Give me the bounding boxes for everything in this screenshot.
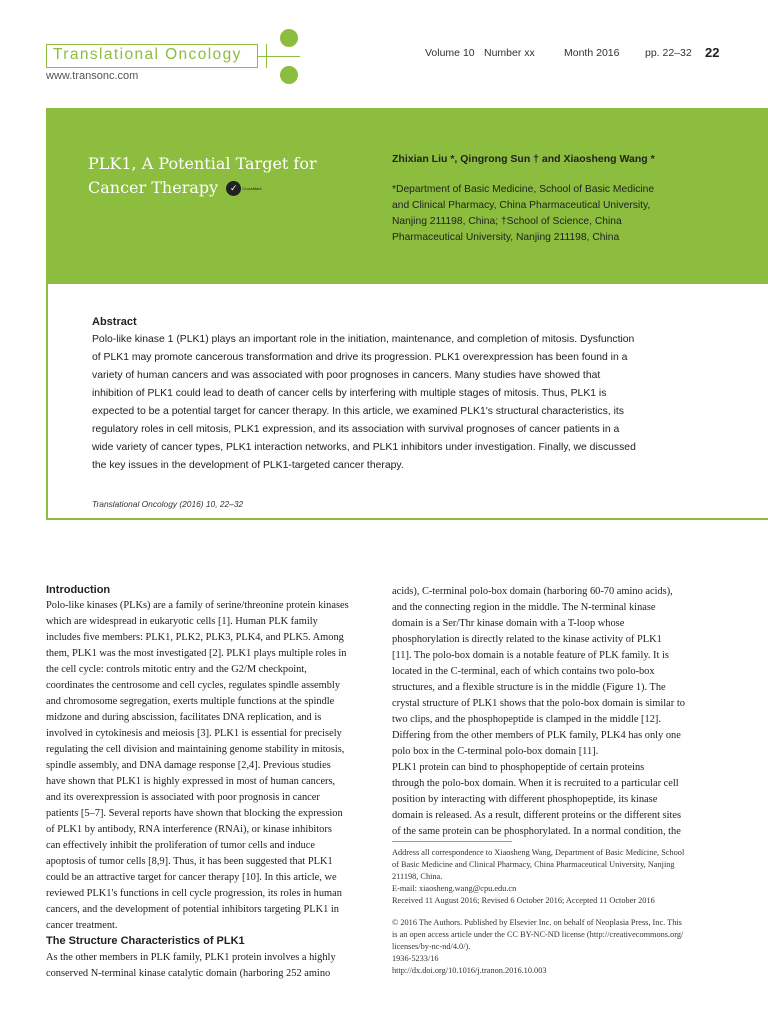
body-line: apoptosis of tumor cells [8,9]. Thus, it has been suggested that PLK1: [46, 856, 333, 867]
issue-month: Month 2016: [564, 47, 620, 59]
structure-heading: The Structure Characteristics of PLK1: [46, 935, 245, 947]
body-line: and the connecting region in the middle. The N-terminal kinase: [392, 602, 656, 613]
abstract-line: expected to be a potential target for cancer therapy. In this article, we examined PLK1's structural characteristics, its: [92, 406, 624, 417]
footnote-line: Received 11 August 2016; Revised 6 October 2016; Accepted 11 October 2016: [392, 896, 655, 905]
license-link[interactable]: licenses/by-nc-nd/4.0/).: [392, 942, 471, 951]
crossmark-label: CrossMark: [242, 185, 262, 191]
body-line: structures, and a flexible structure is in the middle (Figure 1). The: [392, 682, 666, 693]
journal-logo-box: [46, 44, 258, 68]
body-line: regulating the cell division and maintaining genome stability in mitosis,: [46, 744, 345, 755]
affiliation-line: and Clinical Pharmacy, China Pharmaceutical University,: [392, 200, 651, 211]
body-line: of the same protein can be phosphorylated. In a normal condition, the: [392, 826, 681, 837]
abstract-line: inhibition of PLK1 could lead to death of cancer cells by interfering with multiple stages of mitosis. Thus, PLK1 is: [92, 388, 607, 399]
body-line: coordinates the centrosome and cell cycles, regulates spindle assembly: [46, 680, 341, 691]
body-line: PLK1 protein can bind to phosphopeptide of certain proteins: [392, 762, 645, 773]
title-line-2: Cancer Therapy: [88, 178, 219, 197]
body-line: could be an attractive target for cancer therapy [10]. In this article, we: [46, 872, 337, 883]
body-line: domain is a Ser/Thr kinase domain with a T-loop whose: [392, 618, 625, 629]
footnote-line: 211198, China.: [392, 872, 443, 881]
body-line: domain is released. As a result, different proteins or the different sites: [392, 810, 682, 821]
authors: Zhixian Liu *, Qingrong Sun † and Xiaosheng Wang *: [392, 153, 655, 165]
abstract-frame: [46, 284, 768, 520]
body-line: includes five members: PLK1, PLK2, PLK3, PLK4, and PLK5. Among: [46, 632, 344, 643]
body-line: polo box in the C-terminal polo-box domain [11].: [392, 746, 599, 757]
body-line: reviewed PLK1's functions in cell cycle progression, its roles in human: [46, 888, 342, 899]
volume: Volume 10: [425, 47, 475, 59]
body-line: cancers, and the development of potential inhibitors targeting PLK1 in: [46, 904, 339, 915]
abstract-line: of PLK1 may promote cancerous transformation and drive its progression. PLK1 overexpression has been found in a: [92, 352, 628, 363]
logo-rule: [258, 56, 300, 57]
body-line: two clips, and the phosphopeptide is clamped in the middle [12].: [392, 714, 661, 725]
body-line: and chromosome segregation, exerts multiple functions at the spindle: [46, 696, 335, 707]
body-line: the cell cycle: controls mitotic entry and the G2/M checkpoint,: [46, 664, 307, 675]
body-line: position by interacting with different phosphopeptide, its kinase: [392, 794, 658, 805]
body-line: involved in cytokinesis and meiosis [3]. PLK1 is essential for precisely: [46, 728, 342, 739]
body-line: phosphorylation is directly related to the kinase activity of PLK1: [392, 634, 662, 645]
body-line: of PLK1 by antibody, RNA interference (RNAi), or kinase inhibitors: [46, 824, 332, 835]
body-line: can effectively inhibit the proliferation of tumor cells and induce: [46, 840, 316, 851]
body-line: [11]. The polo-box domain is a notable feature of PLK family. It is: [392, 650, 669, 661]
issue-number: Number xx: [484, 47, 535, 59]
footnote-rule: [392, 841, 512, 842]
crossmark-icon[interactable]: ✓: [226, 181, 241, 196]
body-line: crystal structure of PLK1 shows that the polo-box domain is similar to: [392, 698, 685, 709]
body-line: As the other members in PLK family, PLK1 protein involves a highly: [46, 952, 336, 963]
email-line[interactable]: E-mail: xiaosheng.wang@cpu.edu.cn: [392, 884, 517, 893]
affiliation-line: *Department of Basic Medicine, School of Basic Medicine: [392, 184, 655, 195]
abstract-line: variety of human cancers and was associated with poor prognoses in cancers. Many studies have showed that: [92, 370, 601, 381]
abstract-line: wide variety of cancer types, PLK1 interaction networks, and PLK1 inhibitors under investigation. Finally, we discussed: [92, 442, 636, 453]
affiliation: [392, 182, 704, 246]
abstract-line: the key issues in the development of PLK1-targeted cancer therapy.: [92, 460, 404, 471]
body-line: have shown that PLK1 is highly expressed in most of human cancers,: [46, 776, 336, 787]
doi-link[interactable]: http://dx.doi.org/10.1016/j.tranon.2016.10.003: [392, 966, 547, 975]
abstract-line: regulatory roles in cell mitosis, PLK1 expression, and its association with survival prognoses of cancer patients in a: [92, 424, 620, 435]
footnote-line: of Basic Medicine and Clinical Pharmacy, China Pharmaceutical University, Nanjing: [392, 860, 675, 869]
footnote-line: © 2016 The Authors. Published by Elsevier Inc. on behalf of Neoplasia Press, Inc. This: [392, 918, 682, 927]
body-line: Differing from the other members of PLK family, PLK4 has only one: [392, 730, 681, 741]
abstract-heading: Abstract: [92, 316, 137, 328]
journal-name: Translational Oncology: [53, 46, 242, 63]
body-line: spindle assembly, and DNA damage response [2,4]. Previous studies: [46, 760, 331, 771]
journal-url[interactable]: www.transonc.com: [46, 70, 139, 82]
body-line: midzone and during abscission, facilitates DNA replication, and is: [46, 712, 322, 723]
logo-dot-bottom: [280, 66, 298, 84]
body-line: conserved N-terminal kinase catalytic domain (harboring 252 amino: [46, 968, 331, 979]
body-line: them, PLK1 was the most investigated [2]. PLK1 plays multiple roles in: [46, 648, 347, 659]
body-line: cancer treatment.: [46, 920, 118, 931]
footnote-line: Address all correspondence to Xiaosheng Wang, Department of Basic Medicine, School: [392, 848, 685, 857]
title-line-1: PLK1, A Potential Target for: [88, 154, 317, 173]
article-title: [88, 152, 368, 201]
body-line: located in the C-terminal, each of which contains two polo-box: [392, 666, 655, 677]
page-range: pp. 22–32: [645, 47, 692, 59]
abstract-line: Polo-like kinase 1 (PLK1) plays an important role in the initiation, maintenance, and completion of mitosis. Dysfunction: [92, 334, 635, 345]
body-line: acids), C-terminal polo-box domain (harboring 60-70 amino acids),: [392, 586, 673, 597]
intro-heading: Introduction: [46, 584, 111, 596]
affiliation-line: Nanjing 211198, China; †School of Science, China: [392, 216, 622, 227]
abstract-citation: Translational Oncology (2016) 10, 22–32: [92, 499, 244, 509]
body-line: Polo-like kinases (PLKs) are a family of serine/threonine protein kinases: [46, 600, 349, 611]
license-link[interactable]: is an open access article under the CC BY-NC-ND license (http://creativecommons.org/: [392, 930, 684, 939]
affiliation-line: Pharmaceutical University, Nanjing 211198, China: [392, 232, 620, 243]
body-line: and its overexpression is associated with poor prognosis in cancer: [46, 792, 320, 803]
body-line: patients [5–7]. Several reports have shown that blocking the expression: [46, 808, 343, 819]
logo-dot-top: [280, 29, 298, 47]
body-line: which are widespread in eukaryotic cells [1]. Human PLK family: [46, 616, 318, 627]
page-number: 22: [705, 45, 720, 60]
body-line: through the polo-box domain. When it is recruited to a particular cell: [392, 778, 679, 789]
issn: 1936-5233/16: [392, 954, 439, 963]
